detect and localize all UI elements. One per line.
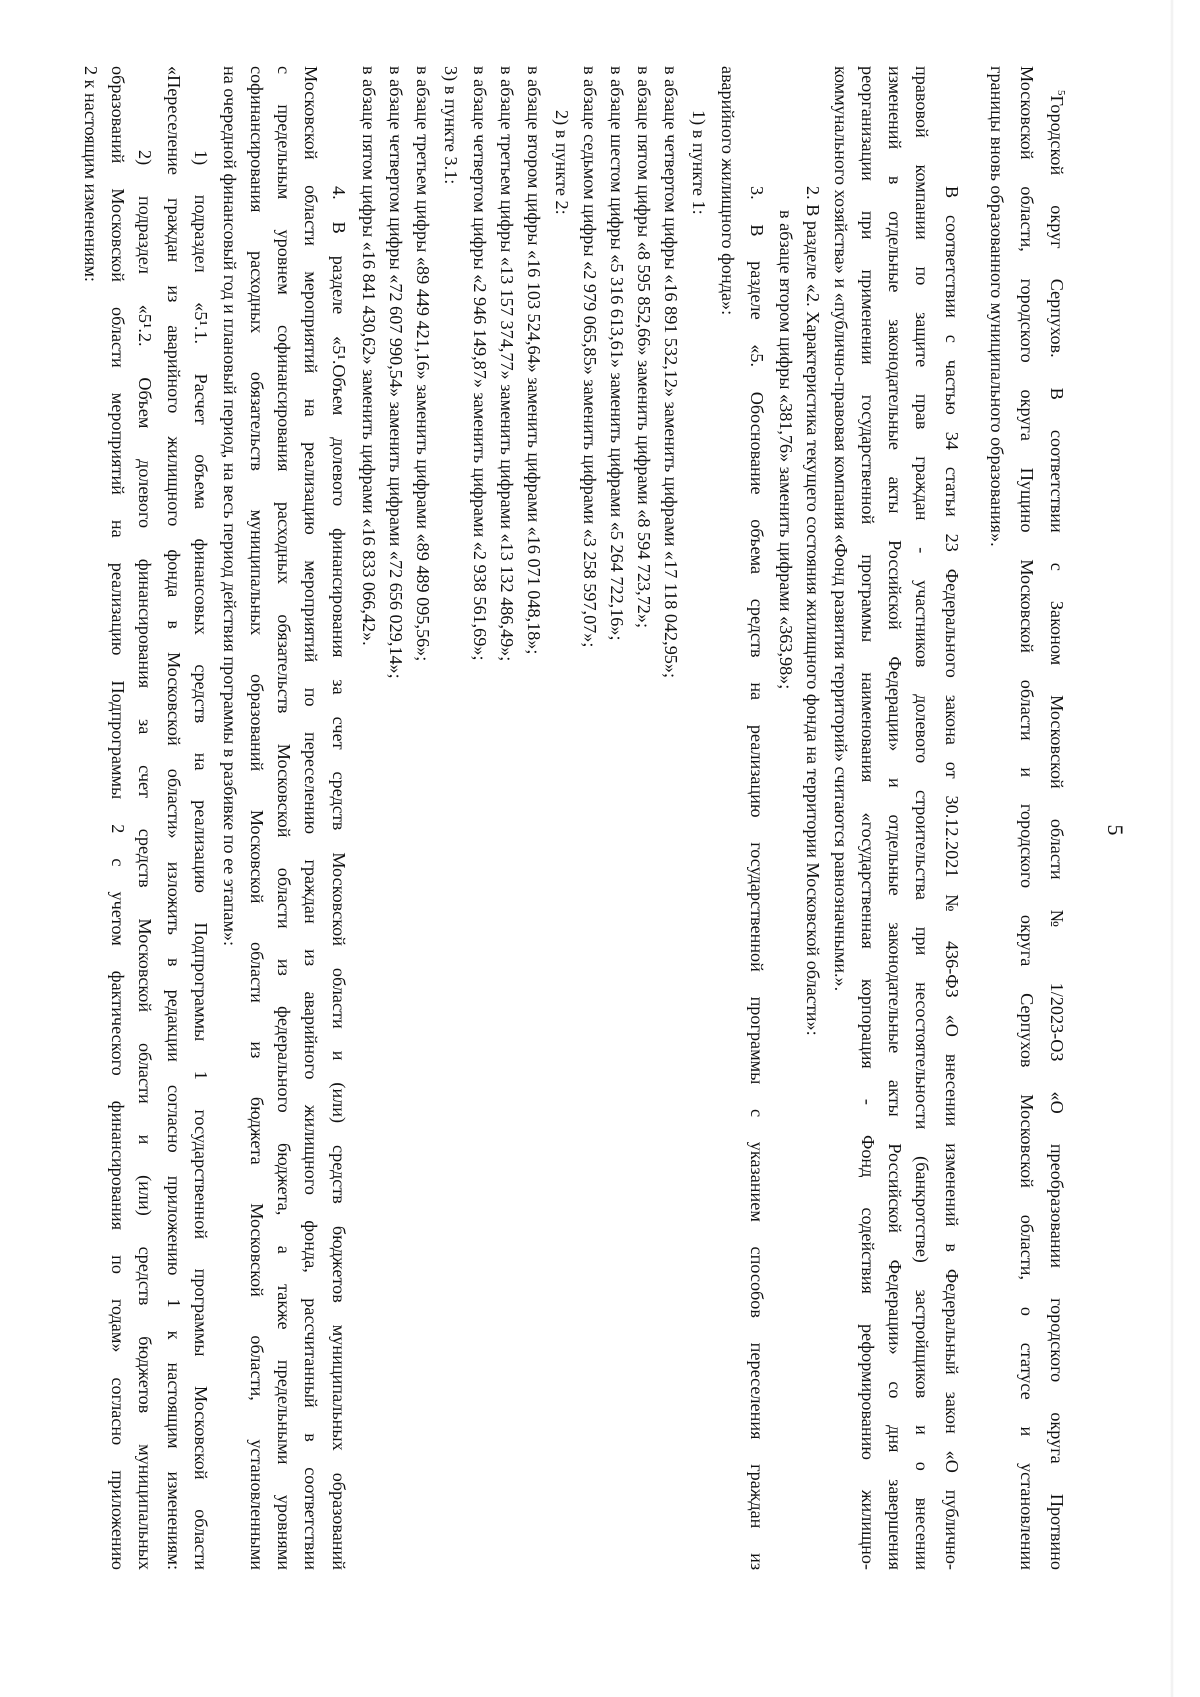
text-line: в абзаце третьем цифры «13 157 374,77» заменить цифрами «13 132 486,49»; <box>497 66 517 662</box>
text-line: реорганизации при применении государственной программы наименования «государственная корпорация - Фонд содействия реформированию жилищно- <box>858 66 878 1570</box>
text-line: 1) подраздел «5¹.1. Расчет объема финансовых средств на реализацию Подпрограммы 1 государственной программы Московской области <box>191 150 211 1570</box>
text-line: в абзаце втором цифры «16 103 524,64» заменить цифрами «16 071 048,18»; <box>524 66 544 655</box>
text-line: 2) в пункте 2: <box>552 110 572 215</box>
text-line: в абзаце шестом цифры «5 316 613,61» заменить цифрами «5 264 722,16»; <box>607 66 627 641</box>
text-line: правовой компании по защите прав граждан - участников долевого строительства при несостоятельности (банкротстве) застройщиков и о внесении <box>912 66 932 1570</box>
text-line: в абзаце четвертом цифры «2 946 149,87» заменить цифрами «2 938 561,69»; <box>470 66 490 661</box>
text-line: 4. В разделе «5¹.Объем долевого финансирования за счет средств Московской области и (или) средств бюджетов муниципальных образований <box>329 186 349 1570</box>
text-line: 2) подраздел «5¹.2. Объем долевого финансирования за счет средств Московской области и (или) средств бюджетов муниципальных <box>135 150 155 1570</box>
text-line: в абзаце втором цифры «381,76» заменить цифрами «363,98»; <box>776 210 796 690</box>
text-line: в абзаце четвертом цифры «72 607 990,54» заменить цифрами «72 656 029,14»; <box>386 66 406 679</box>
text-line: софинансирования расходных обязательств муниципальных образований Московской области из бюджета Московской области, установленными <box>247 66 267 1570</box>
text-line: Московской области мероприятий на реализацию мероприятий по переселению граждан из аварийного жилищного фонда, рассчитанный в соответствии <box>301 66 321 1570</box>
text-line: аварийного жилищного фонда»: <box>718 66 738 316</box>
text-line: в абзаце пятом цифры «8 595 852,66» заменить цифрами «8 594 723,72»; <box>634 66 654 629</box>
text-line: на очередной финансовый год и плановый период, на весь период действия программы в разбивке по ее этапам»: <box>220 66 240 947</box>
text-line: в абзаце четвертом цифры «16 891 532,12» заменить цифрами «17 118 042,95»; <box>661 66 681 679</box>
text-line: изменений в отдельные законодательные акты Российской Федерации» и отдельные законодательные акты Российской Федерации» со дня завершения <box>885 66 905 1570</box>
text-line: в абзаце пятом цифры «16 841 430,62» заменить цифрами «16 833 066,42». <box>359 66 379 646</box>
text-line: 2 к настоящим изменениям: <box>81 66 101 282</box>
footnote-mark: 5 <box>1055 90 1068 96</box>
document-page <box>81 30 1136 1630</box>
scan-edge <box>1170 0 1174 1697</box>
text-line: в абзаце седьмом цифры «2 979 065,85» заменить цифрами «3 258 597,07»; <box>580 66 600 648</box>
text-line: 1) в пункте 1: <box>689 110 709 215</box>
text-line: «Переселение граждан из аварийного жилищного фонда в Московской области» изложить в редакции согласно приложению 1 к настоящим изменениям: <box>164 66 184 1570</box>
text-line: Городской округ Серпухов. В соответствии с Законом Московской области № 1/2023-ОЗ «О преобразовании городского округа Протвино <box>1047 95 1067 1570</box>
text-line: 3. В разделе «5. Обоснование объема средств на реализацию государственной программы с указанием способов переселения граждан из <box>747 186 767 1570</box>
page-number: 5 <box>1103 824 1128 836</box>
text-line: В соответствии с частью 34 статьи 23 Федерального закона от 30.12.2021 № 436-ФЗ «О внесении изменений в Федеральный закон «О публично- <box>942 186 962 1570</box>
text-line: с предельным уровнем софинансирования расходных обязательств Московской области из федерального бюджета, а также предельными уровнями <box>274 66 294 1570</box>
text-line: Московской области, городского округа Пущино Московской области и городского округа Серпухов Московской области, о статусе и установлении <box>1017 66 1037 1570</box>
text-line: в абзаце третьем цифры «89 449 421,16» заменить цифрами «89 489 095,56»; <box>413 66 433 662</box>
text-line: границы вновь образованного муниципального образования». <box>987 66 1007 547</box>
text-line: коммунального хозяйства» и «публично-правовая компания «Фонд развития территорий» считаются равнозначными.». <box>831 66 851 992</box>
footnote-line <box>1048 90 1066 1570</box>
text-line: 2. В разделе «2. Характеристика текущего состояния жилищного фонда на территории Московской области»: <box>803 186 823 1036</box>
text-line: образований Московской области мероприятий на реализацию Подпрограммы 2 с учетом фактического финансирования по годам» согласно приложению <box>108 66 128 1570</box>
text-line: 3) в пункте 3.1: <box>441 66 461 185</box>
